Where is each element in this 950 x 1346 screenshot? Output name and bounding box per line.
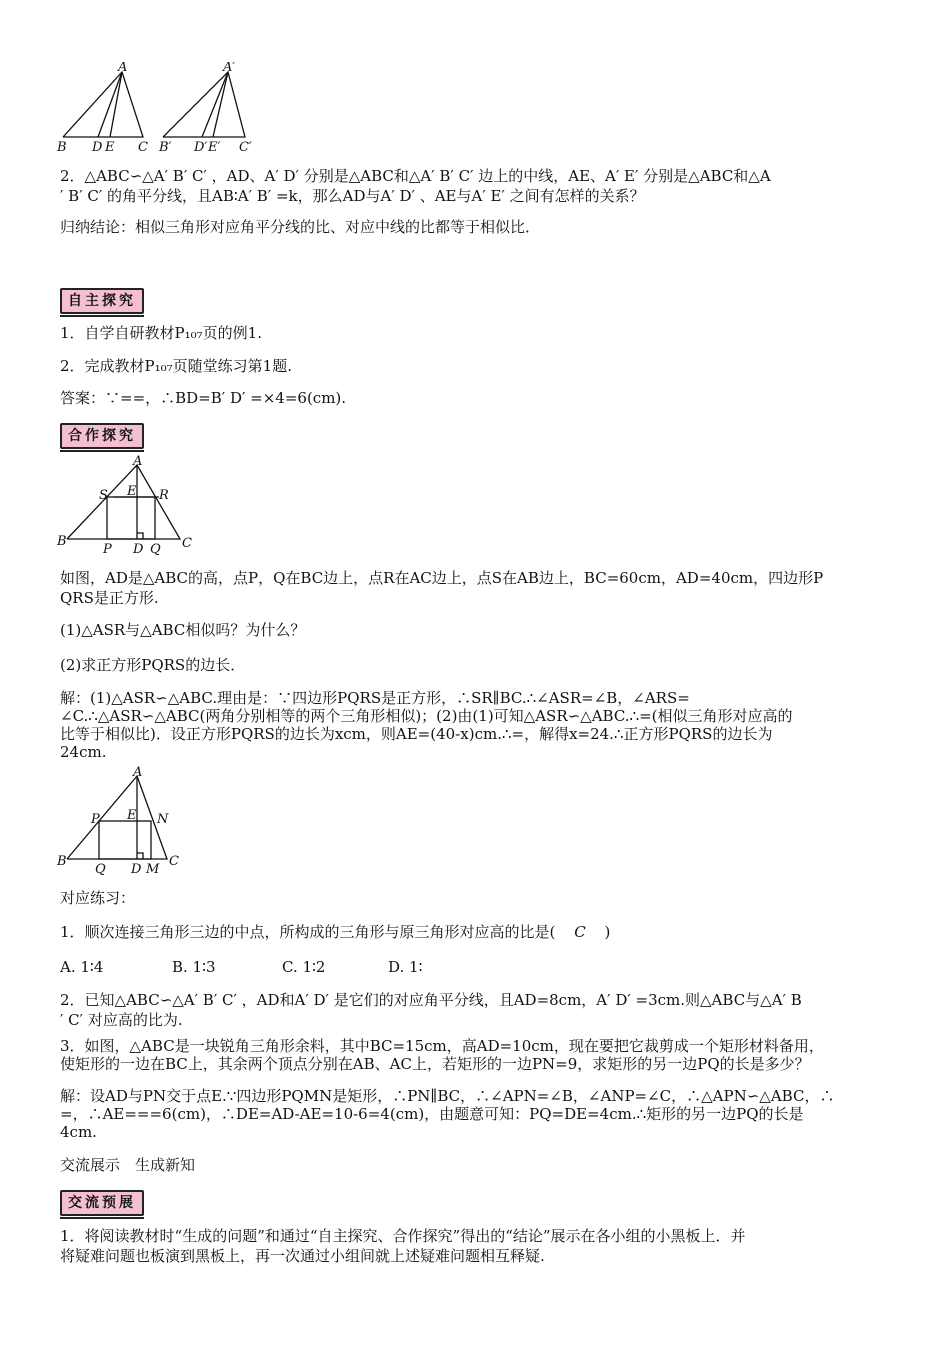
- fig2-label-a: A: [133, 455, 143, 469]
- square-pqrs: [107, 497, 155, 539]
- self-answer: 答案：∵==，∴BD=B′ D′ =×4=6(cm).: [60, 389, 347, 407]
- figure-similar-triangles: [55, 62, 265, 154]
- triangle-a-prime: [163, 72, 245, 137]
- coop-subquestion-2: (2)求正方形PQRS的边长．: [60, 656, 246, 674]
- label-c: C: [138, 140, 148, 154]
- self-item-1: 1．自学自研教材P₁₀₇页的例1.: [60, 324, 262, 342]
- label-c-prime: C′: [239, 140, 252, 154]
- practice-3-line2: 使矩形的一边在BC上，其余两个顶点分别在AB、AC上，若矩形的一边PN=9，求矩形的另一边PQ的长是多少？: [60, 1055, 810, 1073]
- solution1-line4: 24cm.: [60, 743, 107, 761]
- solution3-line3: 4cm.: [60, 1123, 97, 1141]
- option-d: D. 1∶: [388, 958, 423, 976]
- practice-1-answer: C: [574, 923, 586, 941]
- figure-square-in-triangle: [55, 455, 205, 555]
- fig3-label-p: P: [91, 812, 100, 827]
- practice-title: 对应练习：: [60, 889, 136, 907]
- self-item-2: 2．完成教材P₁₀₇页随堂练习第1题.: [60, 357, 292, 375]
- exchange-heading: 交流展示 生成新知: [60, 1156, 196, 1174]
- solution3-line2: =，∴AE===6(cm)，∴DE=AD-AE=10-6=4(cm)，由题意可知：PQ=DE=4cm.∴矩形的另一边PQ的长是: [60, 1105, 804, 1123]
- label-e-prime: E′: [208, 140, 221, 154]
- fig3-label-e: E: [127, 808, 137, 823]
- fig2-label-e: E: [127, 484, 137, 499]
- fig3-label-b: B: [57, 854, 67, 869]
- label-a-prime: A′: [223, 62, 236, 75]
- label-b: B: [57, 140, 67, 154]
- fig2-label-c: C: [182, 536, 192, 551]
- fig2-label-r: R: [159, 488, 169, 503]
- label-a: A: [118, 62, 128, 75]
- section-tag-exchange: 交流预展: [60, 1190, 144, 1216]
- label-d: D: [92, 140, 103, 154]
- fig2-label-q: Q: [150, 542, 161, 555]
- fig2-label-b: B: [57, 534, 67, 549]
- fig3-label-d: D: [131, 862, 142, 876]
- option-a: A. 1∶4: [60, 958, 104, 976]
- solution1-line1: 解：(1)△ASR∽△ABC.理由是：∵四边形PQRS是正方形，∴SR∥BC.∴∠ASR=∠B，∠ARS=: [60, 689, 690, 707]
- section-tag-self-study: 自主探究: [60, 288, 144, 314]
- practice-2-line1: 2．已知△ABC∽△A′ B′ C′ ，AD和A′ D′ 是它们的对应角平分线，且AD=8cm，A′ D′ =3cm.则△ABC与△A′ B: [60, 991, 802, 1009]
- fig3-label-n: N: [157, 812, 169, 827]
- fig3-label-a: A: [133, 766, 143, 780]
- q2-text-line1: 2．△ABC∽△A′ B′ C′ ，AD、A′ D′ 分别是△ABC和△A′ B′ C′ 边上的中线，AE、A′ E′ 分别是△ABC和△A: [60, 167, 771, 185]
- exchange-item-1-line1: 1．将阅读教材时“生成的问题”和通过“自主探究、合作探究”得出的“结论”展示在各小组的小黑板上．并: [60, 1227, 746, 1245]
- fig2-label-s: S: [99, 488, 108, 503]
- practice-2-line2: ′ C′ 对应高的比为.: [60, 1011, 183, 1029]
- coop-question-line2: QRS是正方形.: [60, 589, 159, 607]
- fig2-label-p: P: [103, 542, 112, 555]
- practice-3-line1: 3．如图，△ABC是一块锐角三角形余料，其中BC=15cm，高AD=10cm，现在要把它裁剪成一个矩形材料备用，: [60, 1037, 824, 1055]
- label-d-prime: D′: [194, 140, 208, 154]
- label-e: E: [105, 140, 115, 154]
- coop-question-line1: 如图，AD是△ABC的高，点P，Q在BC边上，点R在AC边上，点S在AB边上，BC=60cm，AD=40cm，四边形P: [60, 569, 824, 587]
- conclusion-text: 归纳结论：相似三角形对应角平分线的比、对应中线的比都等于相似比．: [60, 218, 541, 236]
- q2-text-line2: ′ B′ C′ 的角平分线，且AB∶A′ B′ =k，那么AD与A′ D′ 、AE与A′ E′ 之间有怎样的关系？: [60, 187, 645, 205]
- fig3-label-m: M: [146, 862, 160, 876]
- figure-rectangle-in-triangle: [55, 766, 195, 876]
- coop-subquestion-1: (1)△ASR与△ABC相似吗？为什么？: [60, 621, 306, 639]
- fig3-label-c: C: [169, 854, 179, 869]
- triangle-abc: [63, 72, 143, 137]
- solution1-line3: 比等于相似比)．设正方形PQRS的边长为xcm，则AE=(40-x)cm.∴=，解得x=24.∴正方形PQRS的边长为: [60, 725, 773, 743]
- fig2-label-d: D: [133, 542, 144, 555]
- fig3-label-q: Q: [95, 862, 106, 876]
- practice-1-close: ): [604, 923, 611, 941]
- practice-1-text: 1．顺次连接三角形三边的中点，所构成的三角形与原三角形对应高的比是(: [60, 923, 556, 941]
- option-c: C. 1∶2: [282, 958, 326, 976]
- practice-1: [60, 922, 890, 942]
- label-b-prime: B′: [159, 140, 172, 154]
- section-tag-cooperative: 合作探究: [60, 423, 144, 449]
- solution1-line2: ∠C.∴△ASR∽△ABC(两角分别相等的两个三角形相似)；(2)由(1)可知△ASR∽△ABC.∴=(相似三角形对应高的: [60, 707, 793, 725]
- exchange-item-1-line2: 将疑难问题也板演到黑板上，再一次通过小组间就上述疑难问题相互释疑.: [60, 1247, 545, 1265]
- practice-1-options: [60, 957, 890, 977]
- option-b: B. 1∶3: [172, 958, 216, 976]
- triangle-abc-3: [67, 776, 167, 859]
- solution3-line1: 解：设AD与PN交于点E.∵四边形PQMN是矩形，∴PN∥BC，∴∠APN=∠B，∠ANP=∠C，∴△APN∽△ABC，∴: [60, 1087, 835, 1105]
